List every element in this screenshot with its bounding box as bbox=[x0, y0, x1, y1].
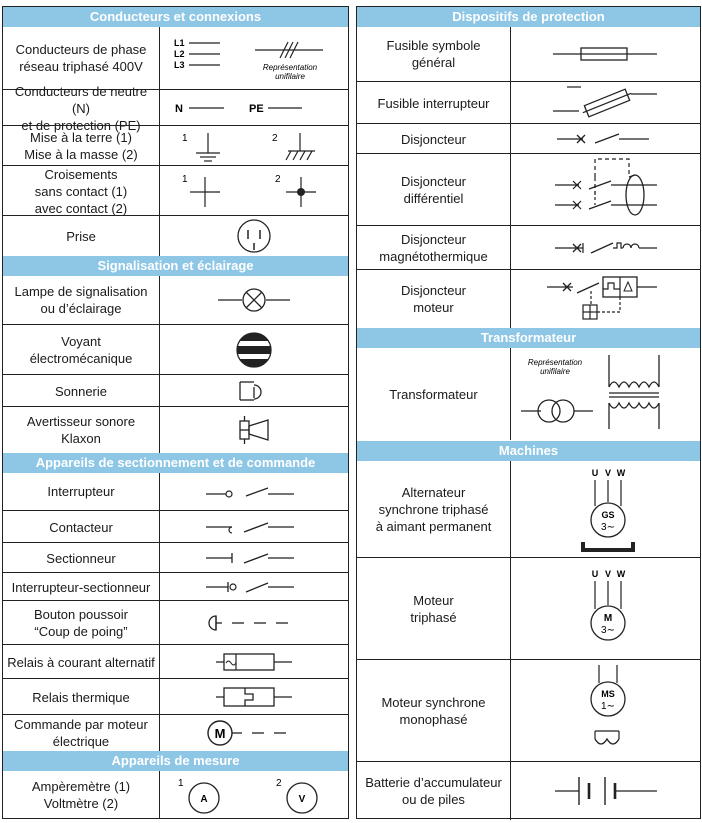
section-machines: Machines bbox=[357, 441, 700, 461]
row-disjoncteur-magnetothermique bbox=[357, 225, 700, 270]
text-l3: L3 bbox=[174, 60, 185, 70]
svg-text:V: V bbox=[604, 569, 612, 579]
row-disjoncteur-differentiel bbox=[357, 153, 700, 226]
label-interrupteur-sectionneur: Interrupteur-sectionneur bbox=[11, 579, 151, 595]
row-bouton-poussoir bbox=[3, 600, 348, 645]
lamp-icon bbox=[160, 277, 348, 323]
row-contacteur bbox=[3, 510, 348, 543]
label-conducteurs-neutre: Conducteurs de neutre (N) et de protection (PE) bbox=[14, 83, 148, 133]
symbol-conducteurs-phase bbox=[160, 28, 348, 88]
svg-text:unifilaire: unifilaire bbox=[540, 367, 570, 376]
svg-text:unifilaire: unifilaire bbox=[275, 72, 305, 81]
section-signalisation: Signalisation et éclairage bbox=[3, 256, 348, 276]
ac-relay-icon bbox=[160, 646, 348, 678]
label-prise: Prise bbox=[66, 228, 96, 244]
label-disjoncteur-magnetothermique: Disjoncteur magnétothermique bbox=[379, 232, 488, 264]
row-batterie bbox=[357, 761, 700, 820]
motor-breaker-icon bbox=[511, 271, 700, 327]
prise-icon bbox=[160, 217, 348, 255]
horn-icon bbox=[160, 408, 348, 452]
svg-text:2: 2 bbox=[276, 778, 282, 789]
label-croisements: Croisements sans contact (1) avec contact (2) bbox=[34, 166, 128, 216]
text-v: V bbox=[298, 794, 306, 805]
symbol-croisements bbox=[160, 167, 348, 215]
bell-icon bbox=[160, 376, 348, 406]
row-alternateur bbox=[357, 461, 700, 557]
section-mesure: Appareils de mesure bbox=[3, 751, 348, 771]
symbol-terre-masse bbox=[160, 127, 348, 165]
label-disjoncteur-moteur: Disjoncteur moteur bbox=[400, 283, 467, 315]
section-protection: Dispositifs de protection bbox=[357, 7, 700, 27]
svg-text:2: 2 bbox=[275, 174, 281, 185]
row-conducteurs-neutre bbox=[3, 83, 348, 133]
label-batterie: Batterie d’accumulateur ou de piles bbox=[365, 775, 502, 807]
contactor-icon bbox=[160, 512, 348, 542]
label-fusible-interrupteur: Fusible interrupteur bbox=[377, 95, 490, 111]
alternator-icon bbox=[511, 462, 700, 556]
label-lampe: Lampe de signalisation ou d’éclairage bbox=[14, 284, 148, 316]
label-transformateur: Transformateur bbox=[389, 386, 478, 402]
row-sectionneur bbox=[3, 542, 348, 573]
row-prise bbox=[3, 215, 348, 256]
row-relais-ac bbox=[3, 644, 348, 679]
text-l2: L2 bbox=[174, 49, 185, 59]
svg-text:1: 1 bbox=[178, 778, 184, 789]
label-commande-moteur: Commande par moteur électrique bbox=[14, 717, 148, 749]
row-relais-thermique bbox=[3, 678, 348, 715]
row-commande-moteur bbox=[3, 714, 348, 751]
row-fusible bbox=[357, 27, 700, 81]
label-moteur-synchrone: Moteur synchrone monophasé bbox=[381, 695, 486, 727]
label-sonnerie: Sonnerie bbox=[54, 383, 108, 399]
label-avertisseur: Avertisseur sonore Klaxon bbox=[26, 414, 136, 446]
label-moteur-triphase: Moteur triphasé bbox=[410, 593, 457, 625]
text-pe: PE bbox=[249, 103, 264, 115]
svg-text:1∼: 1∼ bbox=[601, 701, 615, 712]
text-1: 1 bbox=[182, 133, 188, 144]
text-representation-unifilaire: Représentation bbox=[262, 63, 318, 72]
row-disjoncteur-moteur bbox=[357, 269, 700, 328]
text-m-tri: M bbox=[603, 613, 613, 624]
label-alternateur: Alternateur synchrone triphasé à aimant permanent bbox=[375, 484, 492, 534]
disconnector-icon bbox=[160, 544, 348, 572]
text-gs: GS bbox=[601, 510, 615, 520]
label-relais-thermique: Relais thermique bbox=[32, 689, 130, 705]
label-contacteur: Contacteur bbox=[49, 519, 113, 535]
row-interrupteur-sectionneur bbox=[3, 572, 348, 601]
switch-icon bbox=[160, 474, 348, 509]
breaker-icon bbox=[511, 125, 700, 153]
row-voyant bbox=[3, 324, 348, 375]
three-phase-motor-icon bbox=[511, 559, 700, 659]
label-fusible: Fusible symbole général bbox=[386, 38, 481, 70]
section-transformateur: Transformateur bbox=[357, 328, 700, 348]
text-2: 2 bbox=[272, 133, 278, 144]
push-button-icon bbox=[160, 602, 348, 644]
label-conducteurs-phase: Conducteurs de phase réseau triphasé 400V bbox=[15, 42, 147, 74]
meters-icon bbox=[160, 772, 348, 818]
text-m: M bbox=[214, 726, 226, 741]
switch-disconnector-icon bbox=[160, 574, 348, 600]
label-mise-terre: Mise à la terre (1) Mise à la masse (2) bbox=[24, 130, 138, 162]
label-disjoncteur-differentiel: Disjoncteur différentiel bbox=[400, 174, 467, 206]
voyant-icon bbox=[160, 326, 348, 374]
svg-text:V: V bbox=[604, 468, 612, 478]
label-sectionneur: Sectionneur bbox=[46, 550, 116, 566]
text-n: N bbox=[175, 103, 183, 115]
transformer-icon bbox=[511, 349, 700, 439]
text-a: A bbox=[200, 794, 208, 805]
row-moteur-triphase bbox=[357, 557, 700, 660]
svg-text:3∼: 3∼ bbox=[601, 625, 615, 636]
magnetothermal-breaker-icon bbox=[511, 227, 700, 269]
left-column bbox=[2, 6, 349, 819]
row-disjoncteur bbox=[357, 123, 700, 154]
label-interrupteur: Interrupteur bbox=[47, 484, 115, 499]
row-fusible-interrupteur bbox=[357, 81, 700, 124]
row-amperemetre bbox=[3, 771, 348, 819]
battery-icon bbox=[511, 763, 700, 819]
row-lampe bbox=[3, 276, 348, 324]
svg-text:U: U bbox=[591, 468, 599, 478]
svg-text:U: U bbox=[591, 569, 599, 579]
row-sonnerie bbox=[3, 374, 348, 407]
row-conducteurs-phase bbox=[3, 27, 348, 89]
synchronous-motor-icon bbox=[511, 661, 700, 761]
motor-control-icon bbox=[160, 716, 348, 750]
svg-text:W: W bbox=[616, 468, 626, 478]
label-voyant: Voyant électromécanique bbox=[29, 334, 133, 366]
fuse-switch-icon bbox=[511, 83, 700, 123]
label-relais-ac: Relais à courant alternatif bbox=[7, 654, 155, 670]
right-column bbox=[356, 6, 701, 819]
svg-text:W: W bbox=[616, 569, 626, 579]
thermal-relay-icon bbox=[160, 680, 348, 714]
row-transformateur bbox=[357, 348, 700, 440]
svg-text:1: 1 bbox=[182, 174, 188, 185]
row-mise-terre bbox=[3, 125, 348, 166]
section-sectionnement-commande: Appareils de sectionnement et de commande bbox=[3, 453, 348, 473]
symbol-neutre-pe bbox=[160, 91, 348, 125]
text-l1: L1 bbox=[174, 38, 185, 48]
label-disjoncteur: Disjoncteur bbox=[400, 131, 467, 147]
text-ms: MS bbox=[601, 689, 615, 699]
row-avertisseur bbox=[3, 406, 348, 453]
label-bouton-poussoir: Bouton poussoir “Coup de poing” bbox=[34, 607, 128, 639]
svg-text:3∼: 3∼ bbox=[601, 522, 615, 533]
fuse-icon bbox=[511, 28, 700, 80]
row-croisements bbox=[3, 165, 348, 216]
label-amperemetre: Ampèremètre (1) Voltmètre (2) bbox=[31, 779, 131, 811]
section-conducteurs-connexions: Conducteurs et connexions bbox=[3, 7, 348, 27]
differential-breaker-icon bbox=[511, 155, 700, 225]
row-interrupteur bbox=[3, 473, 348, 510]
text-representation-unifilaire-2: Représentation bbox=[527, 358, 583, 367]
row-moteur-synchrone bbox=[357, 659, 700, 762]
